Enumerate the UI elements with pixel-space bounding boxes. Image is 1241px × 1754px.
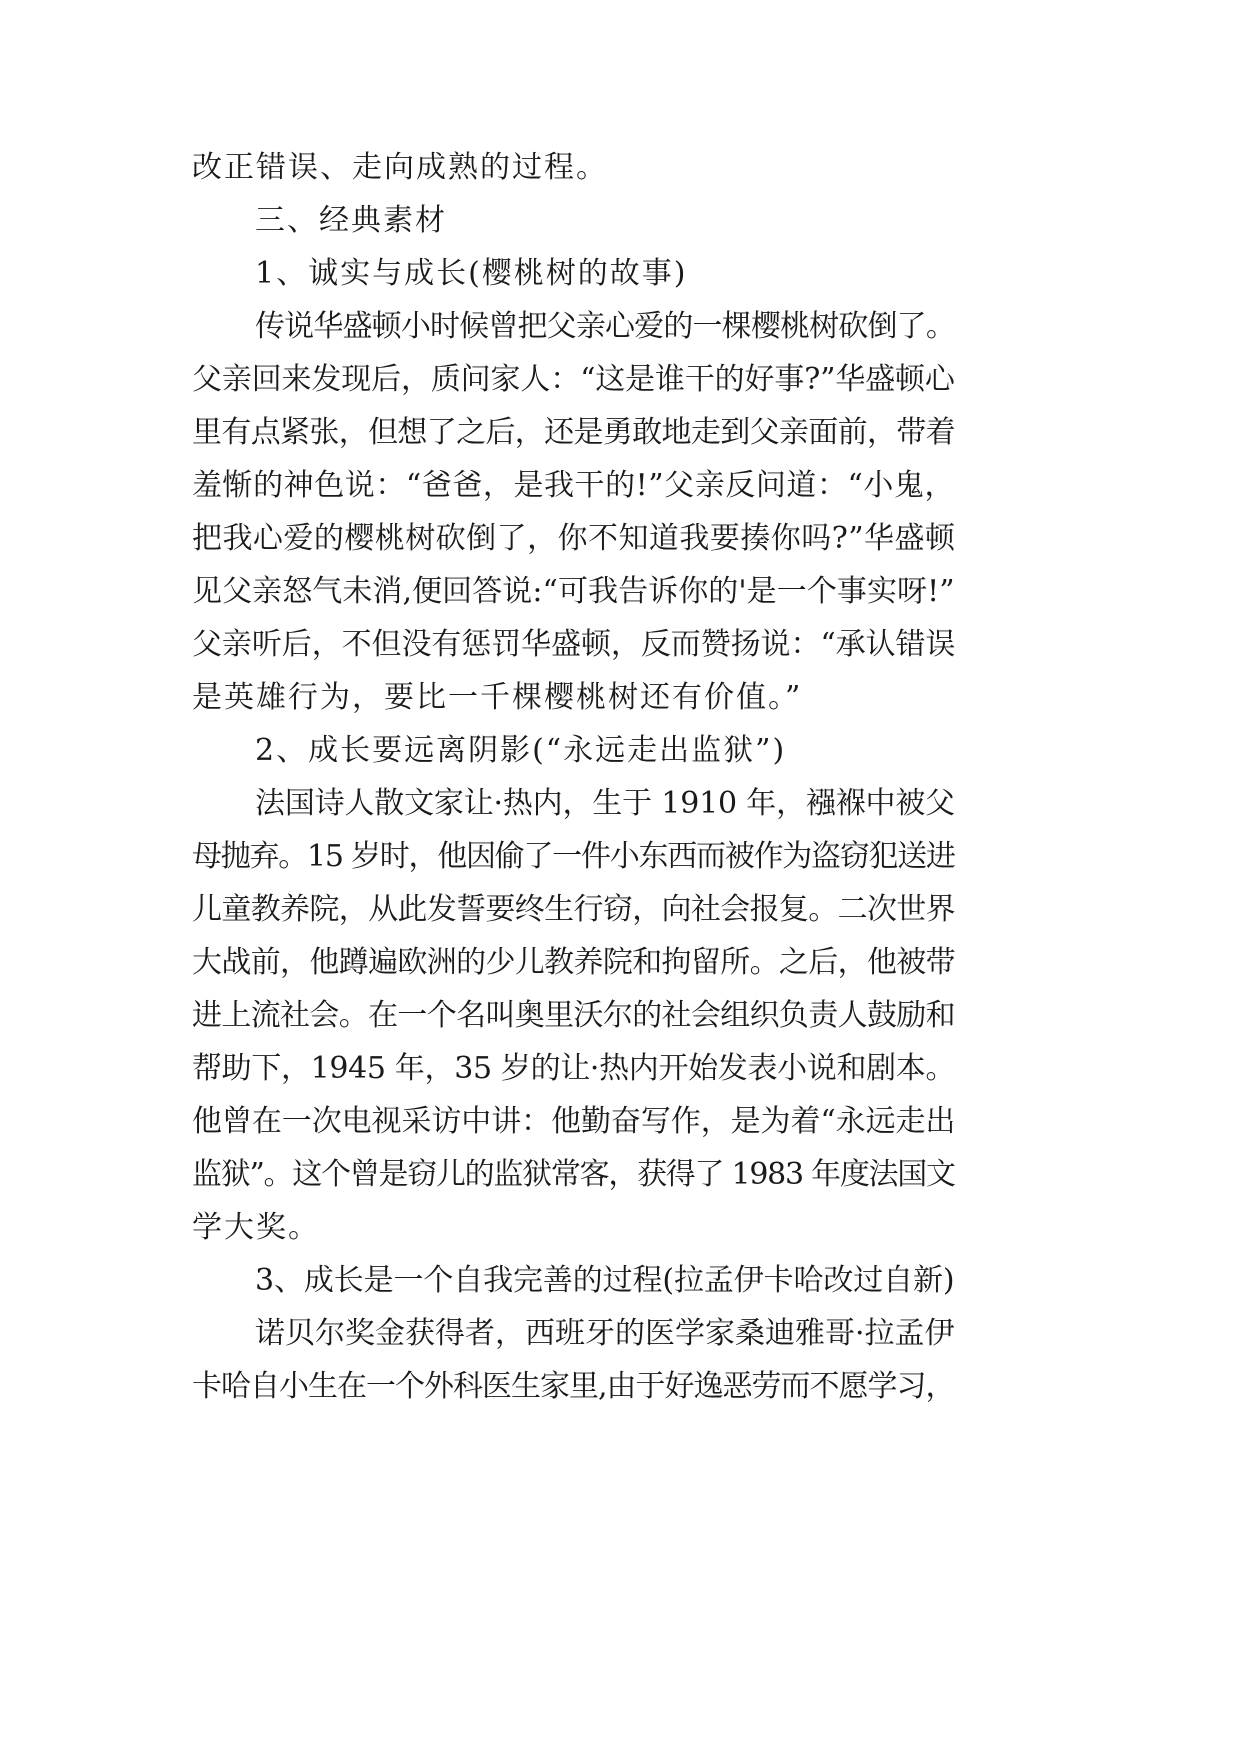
- paragraph-line: 卡哈自小生在一个外科医生家里,由于好逸恶劳而不愿学习，: [192, 1369, 955, 1404]
- paragraph-line: 帮助下，1945 年，35 岁的让·热内开始发表小说和剧本。: [192, 1051, 956, 1086]
- subsection-heading: 2、成长要远离阴影(“永远走出监狱”): [255, 733, 787, 768]
- section-heading: 三、经典素材: [255, 203, 447, 238]
- paragraph-line: 他曾在一次电视采访中讲：他勤奋写作，是为着“永远走出: [192, 1104, 956, 1139]
- paragraph-line: 儿童教养院，从此发誓要终生行窃，向社会报复。二次世界: [192, 892, 955, 927]
- paragraph-line: 诺贝尔奖金获得者，西班牙的医学家桑迪雅哥·拉孟伊: [255, 1316, 955, 1351]
- paragraph-line: 把我心爱的樱桃树砍倒了，你不知道我要揍你吗?”华盛顿: [192, 521, 956, 556]
- paragraph-line: 父亲听后，不但没有惩罚华盛顿，反而赞扬说：“承认错误: [192, 627, 956, 662]
- paragraph-line: 羞惭的神色说：“爸爸，是我干的!”父亲反问道：“小鬼，: [192, 468, 956, 503]
- paragraph-line: 监狱”。这个曾是窃儿的监狱常客，获得了 1983 年度法国文: [192, 1157, 955, 1192]
- paragraph-line: 见父亲怒气未消,便回答说:“可我告诉你的'是一个事实呀!”: [192, 574, 955, 609]
- subsection-heading: 1、诚实与成长(樱桃树的故事): [255, 256, 688, 291]
- text-line: 改正错误、走向成熟的过程。: [192, 150, 608, 185]
- subsection-heading: 3、成长是一个自我完善的过程(拉孟伊卡哈改过自新): [255, 1263, 955, 1298]
- paragraph-line: 母抛弃。15 岁时，他因偷了一件小东西而被作为盗窃犯送进: [192, 839, 955, 874]
- paragraph-line: 进上流社会。在一个名叫奥里沃尔的社会组织负责人鼓励和: [192, 998, 955, 1033]
- paragraph-line: 父亲回来发现后，质问家人：“这是谁干的好事?”华盛顿心: [192, 362, 955, 397]
- paragraph-line: 大战前，他蹲遍欧洲的少儿教养院和拘留所。之后，他被带: [192, 945, 955, 980]
- paragraph-line: 法国诗人散文家让·热内，生于 1910 年，襁褓中被父: [255, 786, 955, 821]
- paragraph-line: 学大奖。: [192, 1210, 320, 1245]
- paragraph-line: 是英雄行为，要比一千棵樱桃树还有价值。”: [192, 680, 803, 715]
- paragraph-line: 里有点紧张，但想了之后，还是勇敢地走到父亲面前，带着: [192, 415, 955, 450]
- paragraph-line: 传说华盛顿小时候曾把父亲心爱的一棵樱桃树砍倒了。: [255, 309, 955, 344]
